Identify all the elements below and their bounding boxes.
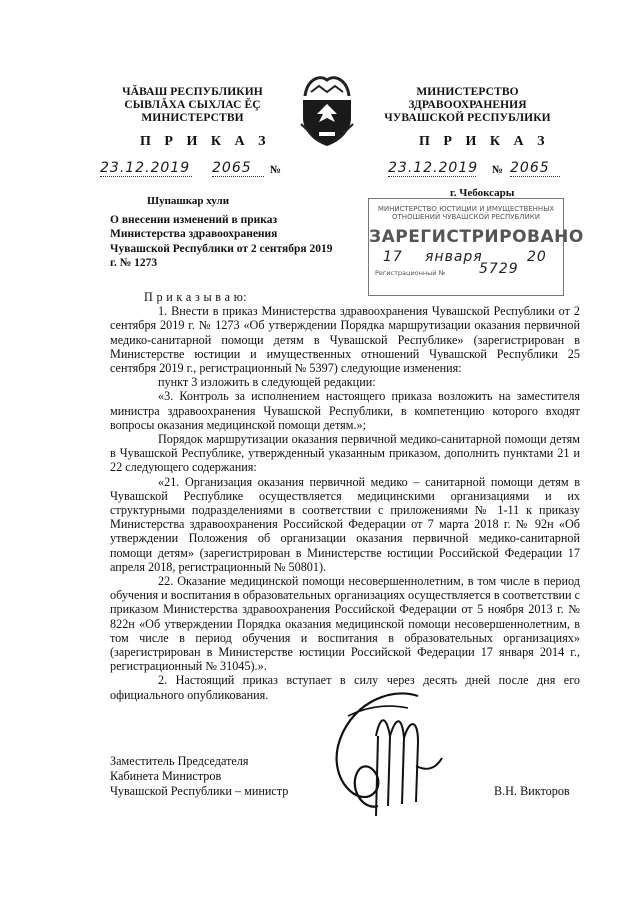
header-left — [105, 86, 280, 125]
stamp-reg-label: Регистрационный № — [375, 269, 446, 277]
number-left: 2065 — [212, 160, 264, 177]
stamp-date-month: января — [425, 249, 483, 265]
stamp-ministry-line1: МИНИСТЕРСТВО ЮСТИЦИИ И ИМУЩЕСТВЕННЫХ — [377, 205, 555, 213]
handwritten-signature — [318, 676, 448, 826]
order-subject: О внесении изменений в приказ Министерства здравоохранения Чувашской Республики от 2 сентября 2019 г. № 1273 — [110, 214, 333, 270]
order-title-left: П Р И К А З — [140, 134, 271, 149]
signatory-name: В.Н. Викторов — [494, 784, 570, 798]
paragraph-1: 1. Внести в приказ Министерства здравоохранения Чувашской Республики от 2 сентября 2019 г. № 1273 «Об утверждении Порядка маршрутизации оказания первичной медико-санитарной помощи детям в Чувашской Республике» (зарегистрирован в Министерстве юстиции и имущественных отношений Чувашской Республики 25 сентября 2019 г., регистрационный № 5397) следующие изменения: — [110, 304, 580, 376]
position-line1: Заместитель Председателя — [110, 754, 249, 768]
stamp-date — [369, 249, 563, 267]
order-body — [110, 290, 580, 702]
header-left-line1: ЧĂВАШ РЕСПУБЛИКИН — [122, 86, 263, 98]
paragraph-6: 22. Оказание медицинской помощи несовершеннолетним, в том числе в период обучения и воспитания в образовательных организациях осуществляется в соответствии с приказом Министерства здравоохранения Российской Федерации от 5 ноября 2013 г. № 822н «Об утверждении Порядка оказания медицинской помощи несовершеннолетним, в том числе в период обучения и воспитания в образовательных организациях» (зарегистрирован в Министерстве юстиции Российской Федерации 17 января 2014 г., регистрационный № 31045).». — [110, 574, 580, 674]
stamp-reg-number: 5729 — [479, 261, 519, 277]
city-left: Шупашкар хули — [147, 195, 230, 207]
paragraph-7: 2. Настоящий приказ вступает в силу через десять дней после дня его официального опубликования. — [110, 673, 580, 702]
stamp-registration-row — [369, 261, 563, 281]
number-right: 2065 — [510, 160, 560, 177]
date-right: 23.12.2019 — [388, 160, 479, 176]
number-mark-right: № — [492, 164, 504, 176]
header-right-line3: ЧУВАШСКОЙ РЕСПУБЛИКИ — [384, 112, 551, 124]
registration-stamp — [368, 198, 584, 296]
date-number-right — [388, 160, 578, 180]
paragraph-2: пункт 3 изложить в следующей редакции: — [158, 375, 376, 390]
signatory-position — [110, 754, 288, 799]
stamp-date-day: 17 — [383, 249, 403, 265]
emblem-icon — [297, 66, 357, 150]
header-left-line2: СЫВЛĂХА СЫХЛАС ĔÇ — [124, 99, 261, 111]
prikazyvayu: П р и к а з ы в а ю: — [144, 290, 247, 304]
header-left-line3: МИНИСТЕРСТВИ — [141, 112, 244, 124]
header-right-line1: МИНИСТЕРСТВО — [416, 86, 519, 98]
date-left: 23.12.2019 — [100, 160, 191, 176]
order-title-right: П Р И К А З — [419, 134, 550, 149]
stamp-ministry-line2: ОТНОШЕНИЙ ЧУВАШСКОЙ РЕСПУБЛИКИ — [392, 213, 540, 221]
paragraph-5: «21. Организация оказания первичной медико – санитарной помощи детям в Чувашской Республике осуществляется медицинскими организациями и их структурными подразделениями в соответствии с приложениями № 1-11 к приказу Министерства здравоохранения Российской Федерации от 7 марта 2018 г. № 92н «Об утверждении Положения об организации оказания первичной медико-санитарной помощи детям» (зарегистрирован в Министерстве юстиции Российской Федерации 17 апреля 2018, регистрационный № 50801). — [110, 474, 580, 574]
number-mark-left: № — [270, 164, 282, 176]
date-number-left — [100, 160, 290, 180]
paragraph-3: «3. Контроль за исполнением настоящего приказа возложить на заместителя министра здравоохранения Чувашской Республики, в компетенцию которого входят вопросы оказания медицинской помощи детям.»; — [110, 389, 580, 432]
position-line3: Чувашской Республики – министр — [110, 784, 289, 798]
header-right-line2: ЗДРАВООХРАНЕНИЯ — [408, 99, 527, 111]
header-right — [380, 86, 555, 125]
position-line2: Кабинета Министров — [110, 769, 222, 783]
stamp-date-year: 20 — [527, 249, 547, 265]
stamp-registered: ЗАРЕГИСТРИРОВАНО — [369, 227, 584, 247]
city-right: г. Чебоксары — [450, 187, 515, 199]
paragraph-4: Порядок маршрутизации оказания первичной медико-санитарной помощи детям в Чувашской Республике, утвержденный указанным приказом, дополнить пунктами 21 и 22 следующего содержания: — [110, 432, 580, 475]
